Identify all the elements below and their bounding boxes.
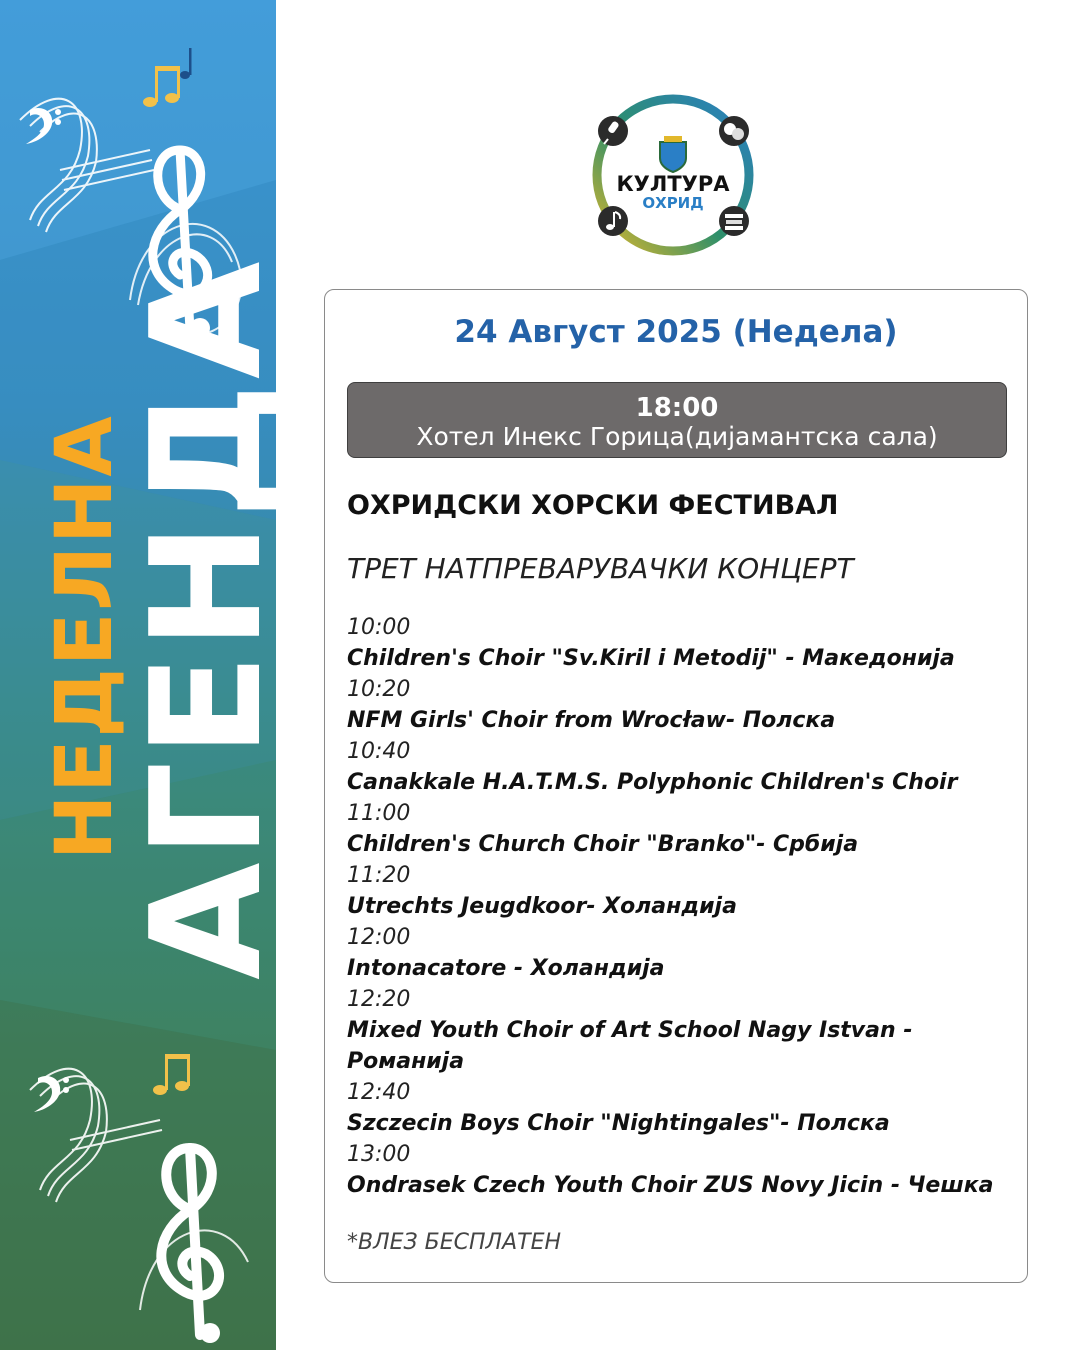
event-date: 24 Август 2025 (Недела) bbox=[454, 314, 898, 350]
schedule-time: 12:00 bbox=[347, 925, 411, 950]
schedule-choir: Utrechts Jeugdkoor- Холандија bbox=[347, 894, 737, 919]
schedule-list bbox=[347, 612, 1007, 1201]
schedule-choir: Szczecin Boys Choir "Nightingales"- Полска bbox=[347, 1111, 890, 1136]
music-notes-icon bbox=[153, 1054, 190, 1095]
schedule-choir: NFM Girls' Choir from Wrocław- Полска bbox=[347, 708, 836, 733]
list-item bbox=[347, 612, 1007, 674]
side-banner bbox=[0, 0, 295, 1350]
free-entry-note: *ВЛЕЗ БЕСПЛАТЕН bbox=[347, 1230, 562, 1255]
treble-clef-icon bbox=[161, 1148, 219, 1335]
schedule-choir: Ondrasek Czech Youth Choir ZUS Novy Jicin - Чешка bbox=[347, 1173, 994, 1198]
music-notes-icon bbox=[143, 66, 180, 107]
banner-word-large: АГЕНДА bbox=[118, 257, 295, 980]
schedule-choir: Canakkale H.A.T.M.S. Polyphonic Children's Choir bbox=[347, 770, 958, 795]
event-venue: Хотел Инекс Горица(дијамантска сала) bbox=[416, 422, 938, 451]
schedule-time: 10:00 bbox=[347, 615, 411, 640]
event-card bbox=[324, 289, 1028, 1283]
schedule-time: 10:40 bbox=[347, 739, 411, 764]
bass-clef-icon bbox=[34, 1076, 69, 1112]
theatre-masks-icon bbox=[719, 116, 749, 146]
list-item bbox=[347, 1077, 1007, 1139]
list-item bbox=[347, 922, 1007, 984]
music-staff-icon bbox=[30, 1069, 162, 1202]
logo-text-kultura: КУЛТУРА bbox=[616, 172, 730, 196]
event-time: 18:00 bbox=[635, 393, 719, 423]
list-item bbox=[347, 736, 1007, 798]
coat-of-arms-icon bbox=[660, 136, 686, 172]
schedule-choir: Intonacatore - Холандија bbox=[347, 956, 665, 981]
schedule-time: 11:20 bbox=[347, 863, 411, 888]
list-item bbox=[347, 1139, 1007, 1201]
banner-word-small: НЕДЕЛНА bbox=[40, 414, 130, 860]
schedule-choir: Children's Church Choir "Branko"- Србија bbox=[347, 832, 859, 857]
music-staff-icon bbox=[20, 99, 154, 232]
list-item bbox=[347, 860, 1007, 922]
kultura-ohrid-logo bbox=[588, 90, 758, 260]
list-item bbox=[347, 984, 1007, 1077]
schedule-time: 11:00 bbox=[347, 801, 411, 826]
schedule-time: 10:20 bbox=[347, 677, 411, 702]
microphone-icon bbox=[598, 116, 628, 146]
list-item bbox=[347, 674, 1007, 736]
schedule-time: 13:00 bbox=[347, 1142, 411, 1167]
schedule-choir: Mixed Youth Choir of Art School Nagy Istvan - Романија bbox=[347, 1018, 913, 1074]
books-icon bbox=[719, 206, 749, 236]
concert-title: ТРЕТ НАТПРЕВАРУВАЧКИ КОНЦЕРТ bbox=[347, 552, 854, 585]
list-item bbox=[347, 798, 1007, 860]
time-venue-box bbox=[347, 382, 1007, 458]
treble-clef-dot bbox=[200, 1323, 220, 1343]
music-decoration-bottom bbox=[0, 1030, 276, 1350]
schedule-time: 12:40 bbox=[347, 1080, 411, 1105]
logo-text-ohrid: ОХРИД bbox=[642, 194, 704, 212]
music-note-icon bbox=[598, 206, 628, 236]
festival-title: ОХРИДСКИ ХОРСКИ ФЕСТИВАЛ bbox=[347, 490, 839, 521]
schedule-time: 12:20 bbox=[347, 987, 411, 1012]
schedule-choir: Children's Choir "Sv.Kiril i Metodij" - Македонија bbox=[347, 646, 955, 671]
music-note-icon bbox=[180, 48, 192, 79]
